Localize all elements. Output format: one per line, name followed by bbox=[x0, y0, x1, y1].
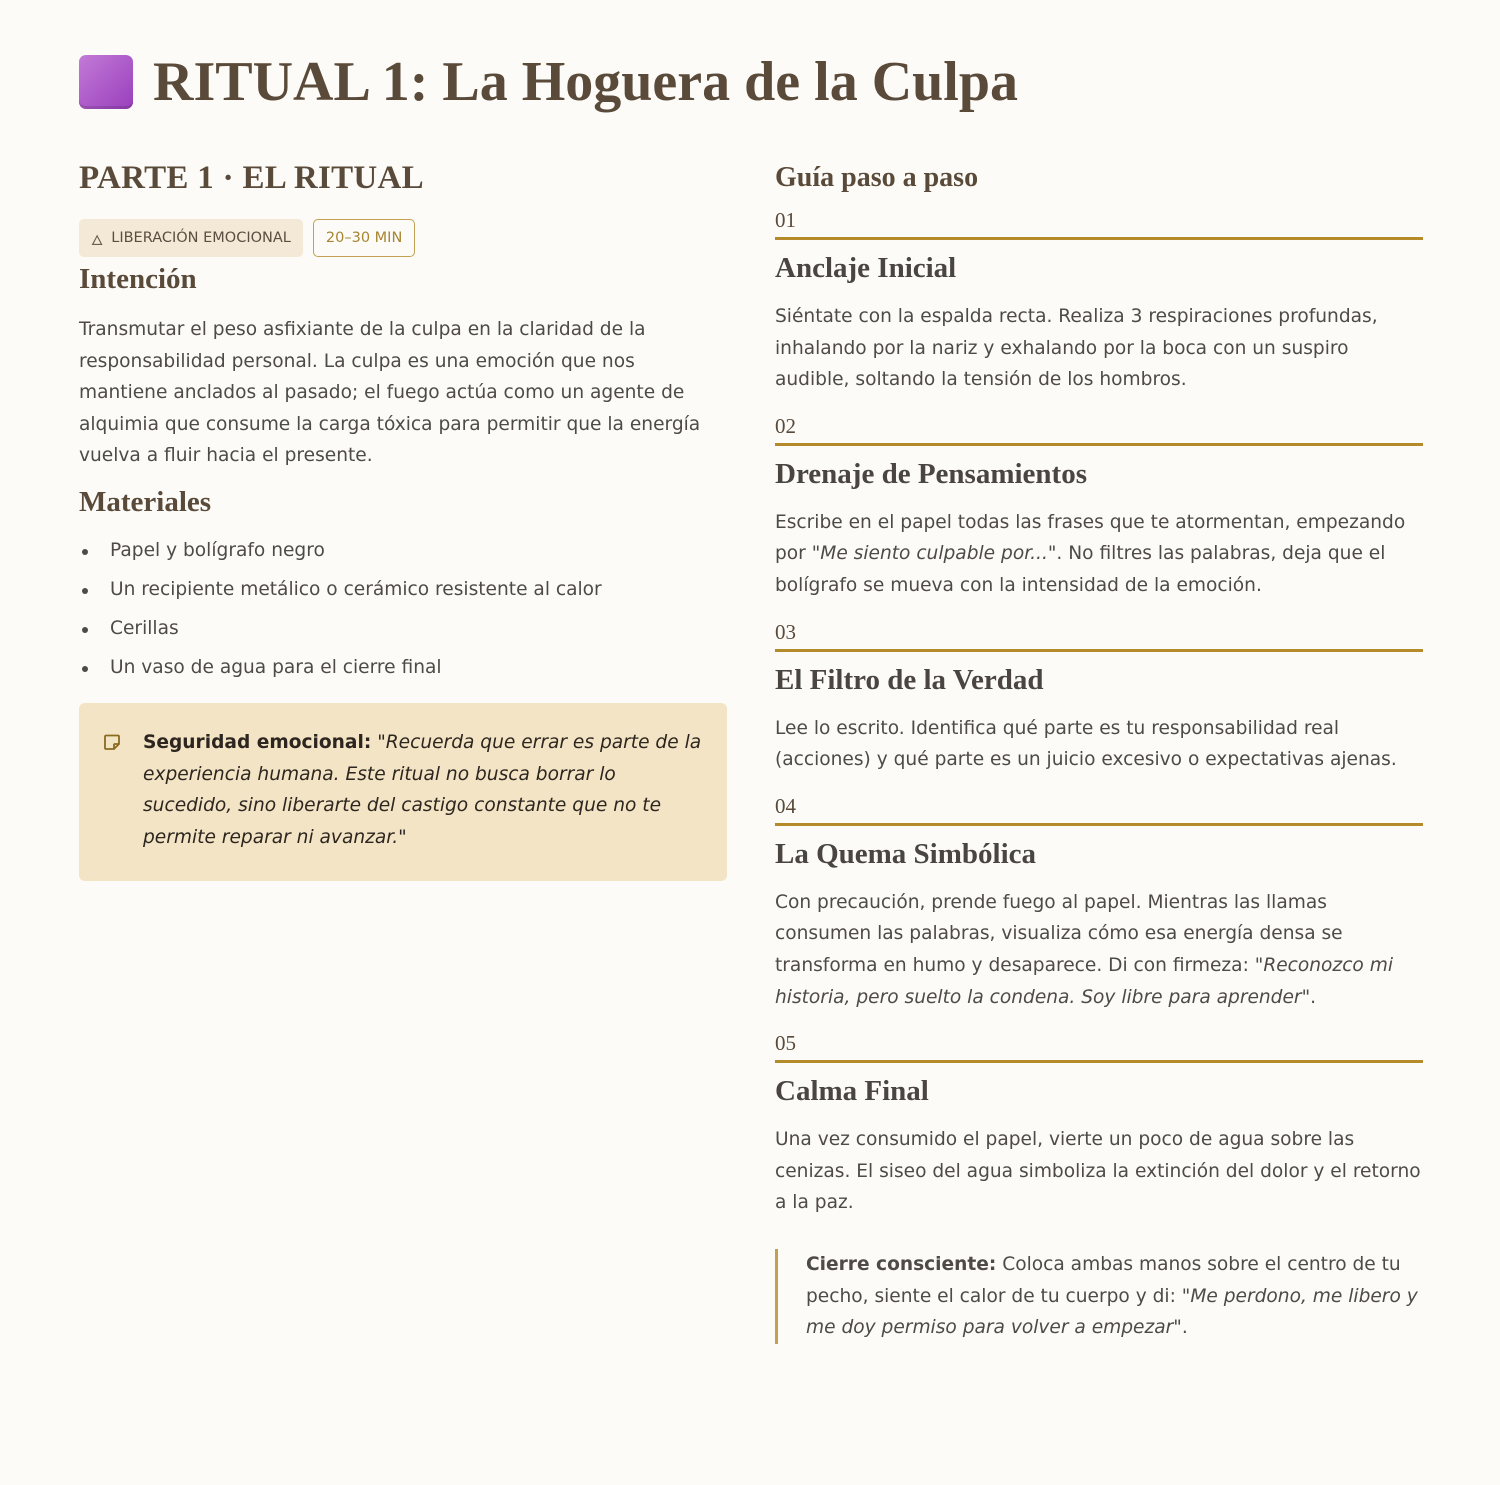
category-badge bbox=[79, 219, 303, 257]
part-heading: PARTE 1 · EL RITUAL bbox=[79, 160, 424, 196]
step-text-part: . bbox=[1310, 986, 1317, 1008]
step-text-part: Con precaución, prende fuego al papel. Mientras las llamas consumen las palabras, visualiza cómo esa energía densa se transforma en humo y desaparece. Di con firmeza: bbox=[775, 891, 1343, 976]
step-text-quote: "Reconozco mi historia, pero suelto la condena. Soy libre para aprender" bbox=[775, 954, 1393, 1008]
page-title-text: RITUAL 1: La Hoguera de la Culpa bbox=[153, 51, 1018, 113]
step-number: 04 bbox=[775, 794, 1423, 826]
closing-quote bbox=[775, 1249, 1423, 1344]
step-text: Una vez consumido el papel, vierte un poco de agua sobre las cenizas. El siseo del agua simboliza la extinción del dolor y el retorno a la paz. bbox=[775, 1129, 1421, 1214]
closing-label: Cierre consciente: bbox=[806, 1253, 997, 1275]
closing-text-end: . bbox=[1181, 1317, 1188, 1339]
step-title: La Quema Simbólica bbox=[775, 837, 1037, 870]
step-text: Siéntate con la espalda recta. Realiza 3 respiraciones profundas, inhalando por la nariz y exhalando por la boca con un suspiro audible, soltando la tensión de los hombros. bbox=[775, 306, 1378, 391]
step-text-quote: "Me siento culpable por..." bbox=[811, 543, 1057, 565]
step-5 bbox=[775, 1031, 1423, 1219]
badge-row bbox=[79, 219, 727, 257]
note-icon bbox=[103, 733, 121, 751]
materials-heading: Materiales bbox=[79, 485, 212, 518]
step-number: 03 bbox=[775, 620, 1423, 652]
callout-text bbox=[143, 727, 707, 853]
step-text bbox=[775, 887, 1423, 1013]
list-item: Un vaso de agua para el cierre final bbox=[79, 656, 727, 680]
list-item: Cerillas bbox=[79, 617, 727, 641]
closing-text: Coloca ambas manos sobre el centro de tu pecho, siente el calor de tu cuerpo y di: bbox=[806, 1253, 1401, 1307]
step-3 bbox=[775, 620, 1423, 776]
guide-right-column bbox=[775, 162, 1423, 1344]
step-text-part: Escribe en el papel todas las frases que te atormentan, empezando por bbox=[775, 511, 1406, 565]
step-4 bbox=[775, 794, 1423, 1013]
step-2 bbox=[775, 414, 1423, 602]
step-number: 01 bbox=[775, 208, 1423, 240]
intention-text: Transmutar el peso asfixiante de la culpa en la claridad de la responsabilidad personal. La culpa es una emoción que nos mantiene anclados al pasado; el fuego actúa como un agente de alquimia que consume la carga tóxica para permitir que la energía vuelva a fluir hacia el presente. bbox=[79, 319, 701, 467]
list-item: Papel y bolígrafo negro bbox=[79, 539, 727, 563]
step-text-part: . No filtres las palabras, deja que el bolígrafo se mueva con la intensidad de la emoción. bbox=[775, 543, 1386, 596]
step-text bbox=[775, 507, 1423, 602]
step-title: Drenaje de Pensamientos bbox=[775, 457, 1087, 490]
intention-heading: Intención bbox=[79, 263, 197, 295]
step-title: Anclaje Inicial bbox=[775, 252, 957, 284]
guide-heading: Guía paso a paso bbox=[775, 162, 979, 193]
category-badge-label: LIBERACIÓN EMOCIONAL bbox=[111, 230, 291, 246]
materials-list bbox=[79, 539, 727, 680]
list-item: Un recipiente metálico o cerámico resistente al calor bbox=[79, 578, 727, 602]
safety-callout bbox=[79, 703, 727, 881]
step-number: 05 bbox=[775, 1031, 1423, 1063]
step-text: Lee lo escrito. Identifica qué parte es tu responsabilidad real (acciones) y qué parte es un juicio excesivo o expectativas ajenas. bbox=[775, 717, 1397, 771]
page-title bbox=[79, 50, 1018, 114]
step-title: Calma Final bbox=[775, 1075, 929, 1108]
ritual-left-column bbox=[79, 160, 727, 881]
purple-square-icon bbox=[79, 55, 133, 109]
closing-quote-italic: "Me perdono, me libero y me doy permiso para volver a empezar" bbox=[806, 1285, 1418, 1339]
callout-label: Seguridad emocional: bbox=[143, 731, 372, 753]
callout-quote: "Recuerda que errar es parte de la experiencia humana. Este ritual no busca borrar lo sucedido, sino liberarte del castigo constante que no te permite reparar ni avanzar." bbox=[143, 731, 702, 848]
step-number: 02 bbox=[775, 414, 1423, 446]
step-title: El Filtro de la Verdad bbox=[775, 663, 1044, 696]
fire-icon: 🜂 bbox=[91, 232, 104, 249]
step-1 bbox=[775, 208, 1423, 396]
duration-badge: 20–30 MIN bbox=[313, 219, 415, 257]
